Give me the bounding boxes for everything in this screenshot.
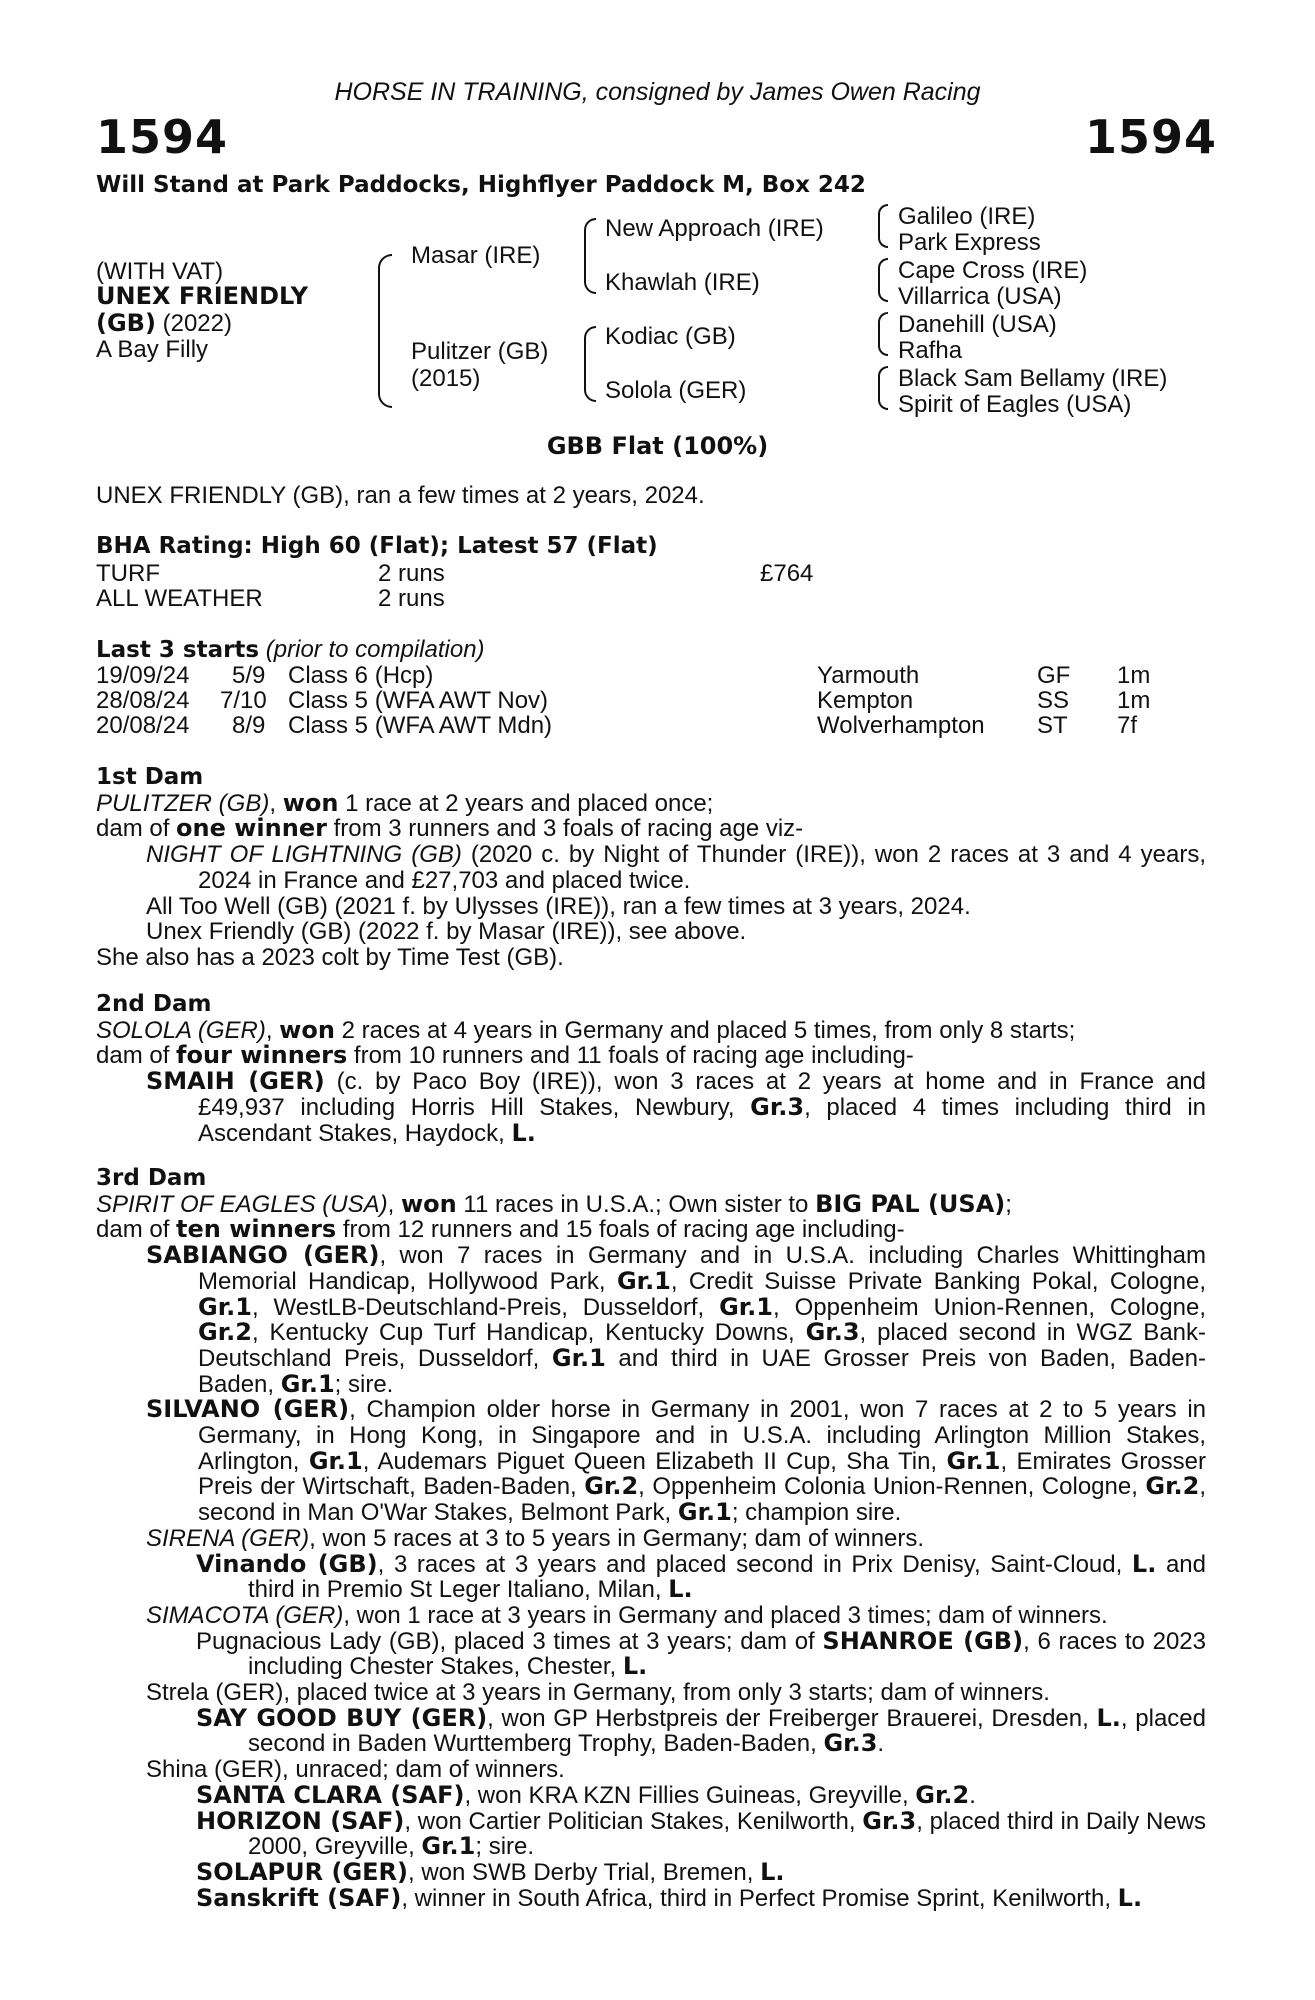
third-dam-title: 3rd Dam — [96, 1165, 207, 1191]
produce-solapur: SOLAPUR (GER), won SWB Derby Trial, Bremen, L. — [196, 1857, 785, 1886]
start-course: Wolverhampton — [817, 712, 985, 739]
start-distance: 7f — [1117, 712, 1138, 739]
start-date: 28/08/24 — [96, 687, 190, 714]
second-dam-title: 2nd Dam — [96, 991, 212, 1017]
start-distance: 1m — [1117, 662, 1151, 689]
start-going: SS — [1037, 687, 1070, 714]
start-course: Kempton — [817, 687, 914, 714]
produce-all-too-well: All Too Well (GB) (2021 f. by Ulysses (IRE)), ran a few times at 3 years, 2024. — [146, 892, 971, 920]
produce-smaih: SMAIH (GER) (c. by Paco Boy (IRE)), won 3 races at 2 years at home and in France and £49,937 including Horris Hill Stakes, Newbury, Gr.3, placed 4 times including third in Ascendant Stakes, Haydock, L. — [146, 1067, 1207, 1147]
consignor-header: HORSE IN TRAINING, consigned by James Owen Racing — [334, 78, 981, 106]
dam-year: (2015) — [411, 365, 481, 392]
start-going: ST — [1037, 712, 1068, 739]
ped-ddd: Spirit of Eagles (USA) — [898, 391, 1132, 418]
first-dam-record: PULITZER (GB), won 1 race at 2 years and placed once; — [96, 788, 714, 817]
lot-number-left: 1594 — [96, 110, 229, 164]
bha-title: BHA Rating: High 60 (Flat); Latest 57 (Flat) — [96, 533, 658, 559]
third-dam-produce: dam of ten winners from 12 runners and 15 foals of racing age including- — [96, 1215, 905, 1244]
produce-santa-clara: SANTA CLARA (SAF), won KRA KZN Fillies Guineas, Greyville, Gr.2. — [196, 1780, 976, 1809]
start-going: GF — [1037, 662, 1071, 689]
produce-shina: Shina (GER), unraced; dam of winners. — [146, 1756, 565, 1784]
produce-horizon: HORIZON (SAF), won Cartier Politician Stakes, Kenilworth, Gr.3, placed third in Daily News 2000, Greyville, Gr.1; sire. — [196, 1806, 1206, 1861]
produce-silvano: SILVANO (GER), Champion older horse in Germany in 2001, won 7 races at 2 to 5 years in Germany, in Hong Kong, in Singapore and in U.S.A. including Arlington Million Stakes, Arlington, Gr.1, Audemars Piguet Queen Elizabeth II Cup, Sha Tin, Gr.1, Emirates Grosser Preis der Wirtschaft, Baden-Baden, Gr.2, Oppenheim Colonia Union-Rennen, Cologne, Gr.2, second in Man O'War Stakes, Belmont Park, Gr.1; champion sire. — [146, 1395, 1207, 1527]
brace-dd — [878, 366, 888, 410]
gbb-rating: GBB Flat (100%) — [546, 432, 769, 460]
vat-note: (WITH VAT) — [96, 258, 224, 285]
bha-surface-turf: TURF — [96, 560, 160, 587]
ped-dsd: Rafha — [898, 337, 963, 364]
dam: Pulitzer (GB) — [411, 338, 549, 365]
brace-sire — [584, 218, 596, 294]
start-date: 19/09/24 — [96, 662, 190, 689]
sire-dam: Khawlah (IRE) — [605, 269, 760, 296]
brace-sd — [878, 258, 888, 302]
produce-night-of-lightning: NIGHT OF LIGHTNING (GB) (2020 c. by Night of Thunder (IRE)), won 2 races at 3 and 4 years, 2024 in France and £27,703 and placed twice. — [146, 841, 1206, 894]
produce-sabiango: SABIANGO (GER), won 7 races in Germany and in U.S.A. including Charles Whittingham Memorial Handicap, Hollywood Park, Gr.1, Credit Suisse Private Banking Pokal, Cologne, Gr.1, WestLB-Deutschland-Preis, Dusseldorf, Gr.1, Oppenheim Union-Rennen, Cologne, Gr.2, Kentucky Cup Turf Handicap, Kentucky Downs, Gr.3, placed second in WGZ Bank-Deutschland Preis, Dusseldorf, Gr.1 and third in UAE Grosser Preis von Baden, Baden-Baden, Gr.1; sire. — [146, 1241, 1207, 1398]
start-pos: 7/10 — [220, 687, 267, 714]
dam-sire: Kodiac (GB) — [605, 323, 736, 350]
ped-sss: Galileo (IRE) — [898, 203, 1036, 230]
produce-strela: Strela (GER), placed twice at 3 years in Germany, from only 3 starts; dam of winners. — [146, 1679, 1050, 1707]
start-course: Yarmouth — [817, 662, 920, 689]
produce-vinando: Vinando (GB), 3 races at 3 years and placed second in Prix Denisy, Saint-Cloud, L. and third in Premio St Leger Italiano, Milan, L. — [196, 1549, 1207, 1604]
starts-title: Last 3 starts (prior to compilation) — [96, 636, 485, 663]
start-pos: 8/9 — [232, 712, 266, 739]
brace-ds — [878, 312, 888, 356]
bha-surface-aw: ALL WEATHER — [96, 585, 263, 612]
horse-name: UNEX FRIENDLY — [96, 282, 308, 310]
second-dam-produce: dam of four winners from 10 runners and 11 foals of racing age including- — [96, 1041, 914, 1070]
produce-say-good-buy: SAY GOOD BUY (GER), won GP Herbstpreis der Freiberger Brauerei, Dresden, L., placed second in Baden Wurttemberg Trophy, Baden-Baden, Gr.3. — [196, 1703, 1207, 1758]
ped-dss: Danehill (USA) — [898, 311, 1057, 338]
start-class: Class 5 (WFA AWT Nov) — [288, 687, 549, 714]
third-dam-section — [96, 1166, 1206, 1911]
brace-main — [378, 254, 392, 408]
start-date: 20/08/24 — [96, 712, 190, 739]
start-pos: 5/9 — [232, 662, 266, 689]
produce-sirena: SIRENA (GER), won 5 races at 3 to 5 years in Germany; dam of winners. — [146, 1524, 925, 1552]
first-dam-foal-note: She also has a 2023 colt by Time Test (GB). — [96, 943, 564, 971]
first-dam-title: 1st Dam — [96, 764, 204, 790]
first-dam-section — [96, 765, 1206, 971]
ped-sdd: Villarrica (USA) — [898, 283, 1062, 310]
produce-pugnacious-lady: Pugnacious Lady (GB), placed 3 times at 3 years; dam of SHANROE (GB), 6 races to 2023 including Chester Stakes, Chester, L. — [196, 1626, 1207, 1681]
start-distance: 1m — [1117, 687, 1151, 714]
ped-dds: Black Sam Bellamy (IRE) — [898, 365, 1168, 392]
third-dam-record: SPIRIT OF EAGLES (USA), won 11 races in U.S.A.; Own sister to BIG PAL (USA); — [96, 1189, 1012, 1218]
sire-sire: New Approach (IRE) — [605, 215, 824, 242]
ped-ssd: Park Express — [898, 229, 1041, 256]
brace-ss — [878, 204, 888, 248]
first-dam-produce: dam of one winner from 3 runners and 3 foals of racing age viz- — [96, 814, 804, 843]
horse-description: A Bay Filly — [96, 336, 209, 363]
ped-sds: Cape Cross (IRE) — [898, 257, 1088, 284]
produce-simacota: SIMACOTA (GER), won 1 race at 3 years in Germany and placed 3 times; dam of winners. — [146, 1601, 1108, 1629]
sire: Masar (IRE) — [411, 242, 541, 269]
bha-runs-turf: 2 runs — [378, 560, 445, 587]
race-summary: UNEX FRIENDLY (GB), ran a few times at 2 years, 2024. — [96, 482, 705, 509]
second-dam-record: SOLOLA (GER), won 2 races at 4 years in Germany and placed 5 times, from only 8 starts; — [96, 1015, 1076, 1044]
bha-runs-aw: 2 runs — [378, 585, 445, 612]
produce-sanskrift: Sanskrift (SAF), winner in South Africa, third in Perfect Promise Sprint, Kenilworth, L. — [196, 1883, 1143, 1912]
lot-number-right: 1594 — [1085, 110, 1218, 164]
brace-dam — [584, 326, 596, 402]
stand-location: Will Stand at Park Paddocks, Highflyer Paddock M, Box 242 — [96, 172, 866, 198]
bha-prize-turf: £764 — [760, 560, 814, 587]
second-dam-section — [96, 992, 1206, 1146]
horse-origin: (GB) (2022) — [96, 309, 232, 337]
produce-unex-friendly: Unex Friendly (GB) (2022 f. by Masar (IRE)), see above. — [146, 918, 747, 946]
start-class: Class 6 (Hcp) — [288, 662, 434, 689]
start-class: Class 5 (WFA AWT Mdn) — [288, 712, 553, 739]
dam-dam: Solola (GER) — [605, 377, 747, 404]
